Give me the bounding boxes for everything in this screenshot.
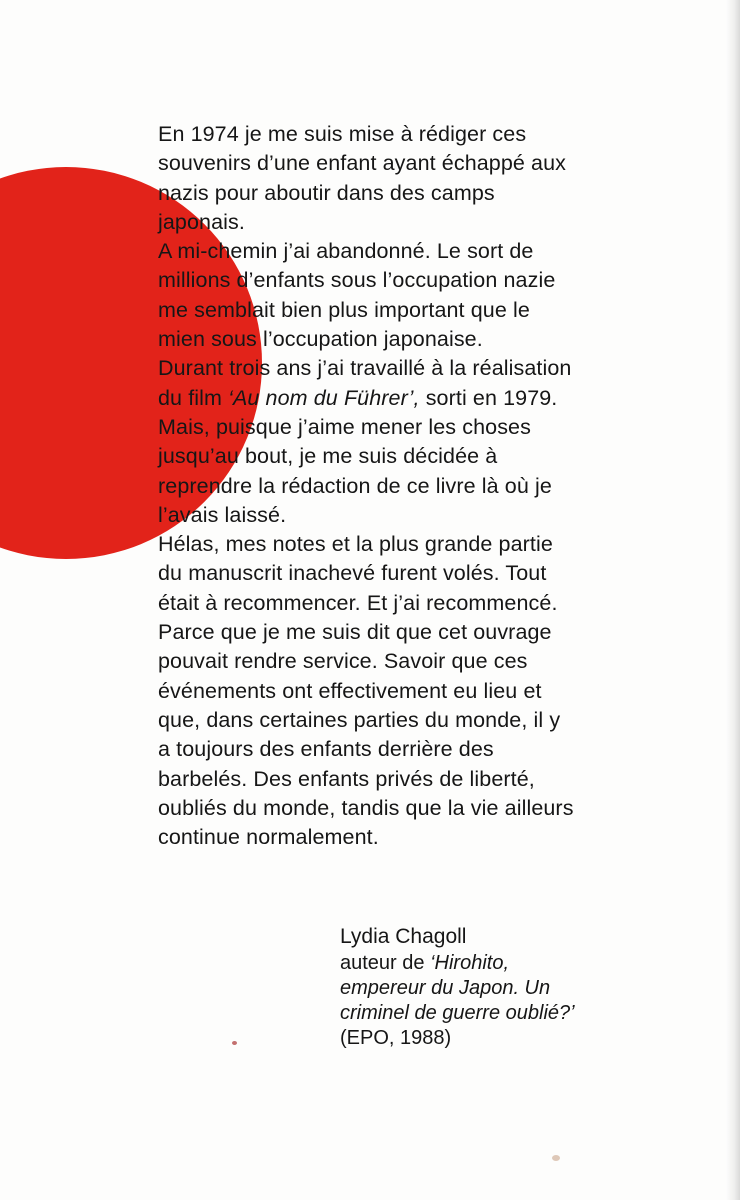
page-edge-shadow: [726, 0, 740, 1200]
paragraph-3-end: sorti en 1979. Mais, puisque j’aime mener les choses jusqu’au bout, je me suis décidée à reprendre la rédaction de ce livre là où je l’avais laissé.: [158, 385, 558, 527]
cover-text: [158, 120, 578, 852]
film-title: ‘Au nom du Führer’,: [228, 385, 420, 410]
paragraph-4: Hélas, mes notes et la plus grande partie du manuscrit inachevé furent volés. Tout était à recommencer. Et j’ai recommencé. Parce que je me suis dit que cet ouvrage pouvait rendre service. Savoir que ces événements ont effectivement eu lieu et que, dans certaines parties du monde, il y a toujours des enfants derrière des barbelés. Des enfants privés de liberté, oubliés du monde, tandis que la vie ailleurs continue normalement.: [158, 532, 574, 850]
paragraph-3-start: Durant trois ans j’ai travaillé à la réalisation du film: [158, 356, 572, 410]
paragraph-1: En 1974 je me suis mise à rédiger ces souvenirs d’une enfant ayant échappé aux nazis pour aboutir dans des camps japonais.: [158, 122, 567, 234]
author-role: auteur de: [340, 952, 431, 974]
author-signature: [340, 922, 600, 1051]
author-credit: [340, 951, 600, 1051]
paper-speck: [232, 1041, 237, 1045]
paper-speck: [552, 1155, 560, 1161]
book-title: ‘Hirohito, empereur du Japon. Un criminel de guerre oublié?’: [340, 952, 575, 1024]
paragraph-2: A mi-chemin j’ai abandonné. Le sort de millions d’enfants sous l’occupation nazie me semblait bien plus important que le mien sous l’occupation japonaise.: [158, 239, 556, 352]
paragraph-3: [158, 354, 578, 530]
publisher-info: (EPO, 1988): [340, 1027, 452, 1049]
author-name: Lydia Chagoll: [340, 925, 467, 948]
